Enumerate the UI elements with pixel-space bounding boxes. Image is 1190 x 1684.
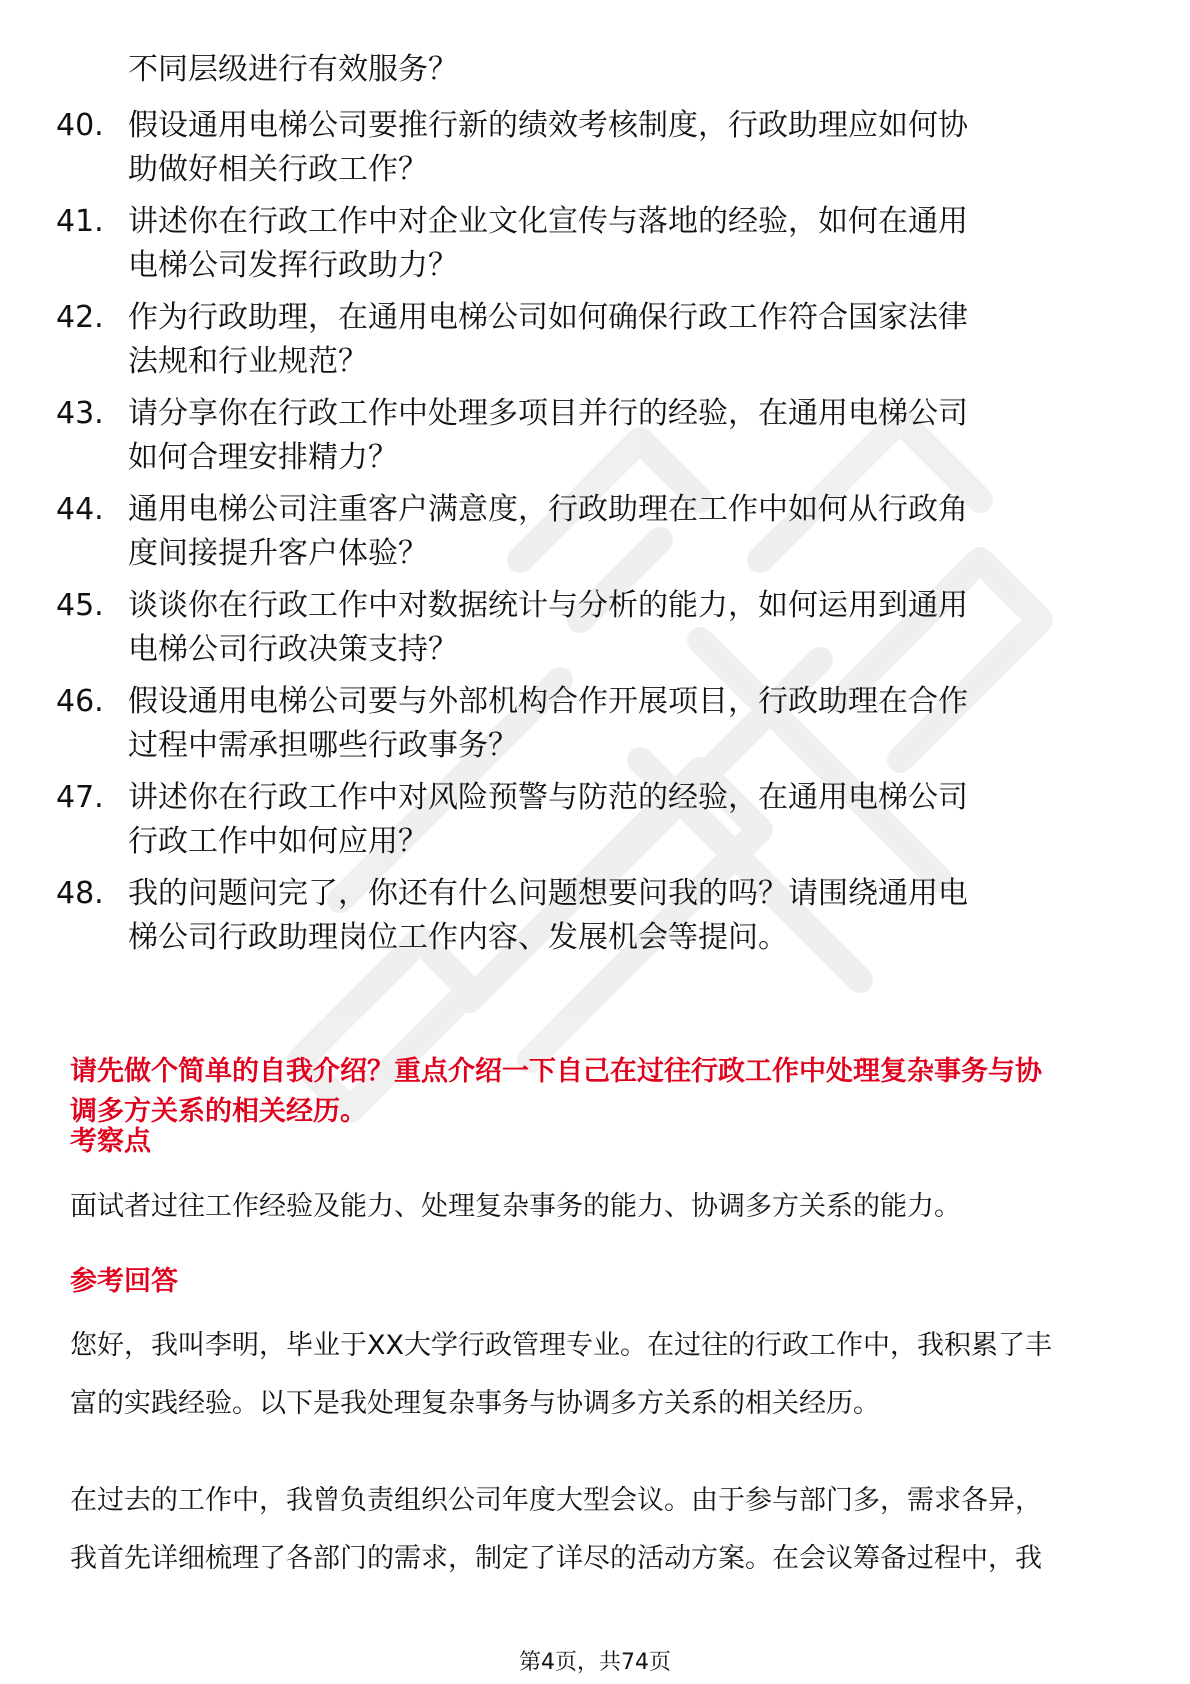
question-number: 46. (56, 684, 104, 719)
question-number: 48. (56, 876, 104, 911)
question-number: 44. (56, 492, 104, 527)
reference-heading: 参考回答 (70, 1266, 178, 1297)
question-text: 通用电梯公司注重客户满意度，行政助理在工作中如何从行政角 度间接提升客户体验？ (128, 492, 968, 571)
question-text: 我的问题问完了，你还有什么问题想要问我的吗？请围绕通用电 梯公司行政助理岗位工作内容、发展机会等提问。 (128, 876, 968, 955)
page-footer: 第4页，共74页 (519, 1650, 671, 1675)
question-text: 谈谈你在行政工作中对数据统计与分析的能力，如何运用到通用 电梯公司行政决策支持？ (128, 588, 968, 667)
question-text: 讲述你在行政工作中对风险预警与防范的经验，在通用电梯公司 行政工作中如何应用？ (128, 780, 968, 859)
question-text: 讲述你在行政工作中对企业文化宣传与落地的经验，如何在通用 电梯公司发挥行政助力？ (128, 204, 968, 283)
question-number: 43. (56, 396, 104, 431)
question-text: 假设通用电梯公司要与外部机构合作开展项目，行政助理在合作 过程中需承担哪些行政事务？ (128, 684, 968, 763)
question-text: 请分享你在行政工作中处理多项目并行的经验，在通用电梯公司 如何合理安排精力？ (128, 396, 968, 475)
question-number: 45. (56, 588, 104, 623)
featured-question: 请先做个简单的自我介绍？重点介绍一下自己在过往行政工作中处理复杂事务与协 调多方关系的相关经历。 (70, 1056, 1042, 1127)
question-number: 40. (56, 108, 104, 143)
question-text: 作为行政助理，在通用电梯公司如何确保行政工作符合国家法律 法规和行业规范？ (128, 300, 968, 379)
assessment-text: 面试者过往工作经验及能力、处理复杂事务的能力、协调多方关系的能力。 (70, 1191, 961, 1222)
question-number: 41. (56, 204, 104, 239)
question-text: 假设通用电梯公司要推行新的绩效考核制度，行政助理应如何协 助做好相关行政工作？ (128, 108, 968, 187)
assessment-heading: 考察点 (70, 1126, 151, 1157)
reference-paragraph-1: 您好，我叫李明，毕业于XX大学行政管理专业。在过往的行政工作中，我积累了丰 富的实践经验。以下是我处理复杂事务与协调多方关系的相关经历。 (70, 1330, 1052, 1419)
question-number: 42. (56, 300, 104, 335)
question-number: 47. (56, 780, 104, 815)
question-continuation: 不同层级进行有效服务？ (128, 52, 458, 87)
reference-paragraph-2: 在过去的工作中，我曾负责组织公司年度大型会议。由于参与部门多，需求各异， 我首先详细梳理了各部门的需求，制定了详尽的活动方案。在会议筹备过程中，我 (70, 1485, 1042, 1574)
